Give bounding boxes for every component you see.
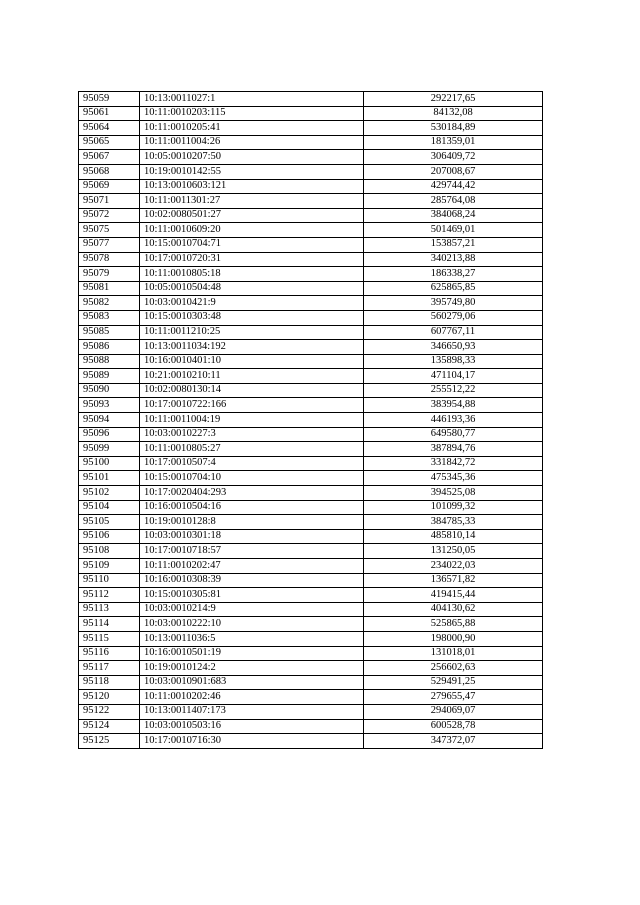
id-cell: 95101 bbox=[79, 471, 140, 486]
table-row bbox=[79, 121, 543, 136]
id-cell: 95106 bbox=[79, 529, 140, 544]
code-cell: 10:02:0080501:27 bbox=[140, 208, 364, 223]
amount-cell: 186338,27 bbox=[364, 267, 543, 282]
code-cell: 10:11:0010205:41 bbox=[140, 121, 364, 136]
amount-cell: 607767,11 bbox=[364, 325, 543, 340]
table-row bbox=[79, 442, 543, 457]
table-row bbox=[79, 588, 543, 603]
code-cell: 10:17:0020404:293 bbox=[140, 486, 364, 501]
id-cell: 95086 bbox=[79, 340, 140, 355]
amount-cell: 256602,63 bbox=[364, 661, 543, 676]
code-cell: 10:17:0010716:30 bbox=[140, 734, 364, 749]
code-cell: 10:15:0010704:71 bbox=[140, 237, 364, 252]
table-row bbox=[79, 398, 543, 413]
id-cell: 95069 bbox=[79, 179, 140, 194]
amount-cell: 530184,89 bbox=[364, 121, 543, 136]
table-row bbox=[79, 617, 543, 632]
id-cell: 95116 bbox=[79, 646, 140, 661]
code-cell: 10:03:0010901:683 bbox=[140, 675, 364, 690]
table-row bbox=[79, 252, 543, 267]
code-cell: 10:03:0010222:10 bbox=[140, 617, 364, 632]
code-cell: 10:16:0010504:16 bbox=[140, 500, 364, 515]
table-row bbox=[79, 223, 543, 238]
id-cell: 95061 bbox=[79, 106, 140, 121]
table-row bbox=[79, 675, 543, 690]
amount-cell: 131250,05 bbox=[364, 544, 543, 559]
amount-cell: 340213,88 bbox=[364, 252, 543, 267]
table-body bbox=[79, 92, 543, 749]
amount-cell: 419415,44 bbox=[364, 588, 543, 603]
table-row bbox=[79, 354, 543, 369]
table-row bbox=[79, 267, 543, 282]
amount-cell: 136571,82 bbox=[364, 573, 543, 588]
amount-cell: 331842,72 bbox=[364, 456, 543, 471]
amount-cell: 501469,01 bbox=[364, 223, 543, 238]
table-row bbox=[79, 559, 543, 574]
amount-cell: 135898,33 bbox=[364, 354, 543, 369]
table-row bbox=[79, 237, 543, 252]
table-row bbox=[79, 92, 543, 107]
code-cell: 10:11:0011210:25 bbox=[140, 325, 364, 340]
id-cell: 95109 bbox=[79, 559, 140, 574]
table-row bbox=[79, 369, 543, 384]
table-row bbox=[79, 719, 543, 734]
code-cell: 10:16:0010401:10 bbox=[140, 354, 364, 369]
table-row bbox=[79, 194, 543, 209]
id-cell: 95118 bbox=[79, 675, 140, 690]
code-cell: 10:11:0010805:27 bbox=[140, 442, 364, 457]
id-cell: 95090 bbox=[79, 383, 140, 398]
id-cell: 95065 bbox=[79, 135, 140, 150]
amount-cell: 346650,93 bbox=[364, 340, 543, 355]
code-cell: 10:15:0010704:10 bbox=[140, 471, 364, 486]
table-row bbox=[79, 631, 543, 646]
amount-cell: 485810,14 bbox=[364, 529, 543, 544]
table-row bbox=[79, 179, 543, 194]
code-cell: 10:17:0010722:166 bbox=[140, 398, 364, 413]
amount-cell: 446193,36 bbox=[364, 413, 543, 428]
code-cell: 10:13:0011036:5 bbox=[140, 631, 364, 646]
amount-cell: 395749,80 bbox=[364, 296, 543, 311]
amount-cell: 387894,76 bbox=[364, 442, 543, 457]
id-cell: 95104 bbox=[79, 500, 140, 515]
table-row bbox=[79, 150, 543, 165]
amount-cell: 429744,42 bbox=[364, 179, 543, 194]
code-cell: 10:16:0010501:19 bbox=[140, 646, 364, 661]
id-cell: 95064 bbox=[79, 121, 140, 136]
id-cell: 95112 bbox=[79, 588, 140, 603]
code-cell: 10:03:0010214:9 bbox=[140, 602, 364, 617]
id-cell: 95102 bbox=[79, 486, 140, 501]
code-cell: 10:11:0010202:46 bbox=[140, 690, 364, 705]
table-row bbox=[79, 427, 543, 442]
table-row bbox=[79, 515, 543, 530]
id-cell: 95108 bbox=[79, 544, 140, 559]
amount-cell: 292217,65 bbox=[364, 92, 543, 107]
code-cell: 10:11:0010609:20 bbox=[140, 223, 364, 238]
table-row bbox=[79, 602, 543, 617]
amount-cell: 198000,90 bbox=[364, 631, 543, 646]
amount-cell: 525865,88 bbox=[364, 617, 543, 632]
table-row bbox=[79, 500, 543, 515]
data-table bbox=[78, 91, 543, 749]
code-cell: 10:03:0010227:3 bbox=[140, 427, 364, 442]
id-cell: 95122 bbox=[79, 704, 140, 719]
amount-cell: 475345,36 bbox=[364, 471, 543, 486]
code-cell: 10:15:0010305:81 bbox=[140, 588, 364, 603]
code-cell: 10:15:0010303:48 bbox=[140, 310, 364, 325]
table-row bbox=[79, 310, 543, 325]
id-cell: 95113 bbox=[79, 602, 140, 617]
table-row bbox=[79, 296, 543, 311]
id-cell: 95124 bbox=[79, 719, 140, 734]
amount-cell: 207008,67 bbox=[364, 164, 543, 179]
amount-cell: 279655,47 bbox=[364, 690, 543, 705]
table-row bbox=[79, 544, 543, 559]
id-cell: 95067 bbox=[79, 150, 140, 165]
amount-cell: 294069,07 bbox=[364, 704, 543, 719]
table-row bbox=[79, 106, 543, 121]
table-row bbox=[79, 340, 543, 355]
code-cell: 10:13:0011407:173 bbox=[140, 704, 364, 719]
code-cell: 10:13:0010603:121 bbox=[140, 179, 364, 194]
amount-cell: 560279,06 bbox=[364, 310, 543, 325]
id-cell: 95088 bbox=[79, 354, 140, 369]
table-row bbox=[79, 325, 543, 340]
code-cell: 10:03:0010301:18 bbox=[140, 529, 364, 544]
code-cell: 10:13:0011034:192 bbox=[140, 340, 364, 355]
amount-cell: 625865,85 bbox=[364, 281, 543, 296]
table-row bbox=[79, 281, 543, 296]
code-cell: 10:16:0010308:39 bbox=[140, 573, 364, 588]
amount-cell: 600528,78 bbox=[364, 719, 543, 734]
code-cell: 10:02:0080130:14 bbox=[140, 383, 364, 398]
code-cell: 10:19:0010142:55 bbox=[140, 164, 364, 179]
table-row bbox=[79, 573, 543, 588]
amount-cell: 84132,08 bbox=[364, 106, 543, 121]
code-cell: 10:11:0010203:115 bbox=[140, 106, 364, 121]
id-cell: 95078 bbox=[79, 252, 140, 267]
id-cell: 95096 bbox=[79, 427, 140, 442]
table-row bbox=[79, 208, 543, 223]
amount-cell: 347372,07 bbox=[364, 734, 543, 749]
id-cell: 95093 bbox=[79, 398, 140, 413]
id-cell: 95085 bbox=[79, 325, 140, 340]
id-cell: 95094 bbox=[79, 413, 140, 428]
code-cell: 10:11:0011301:27 bbox=[140, 194, 364, 209]
amount-cell: 384068,24 bbox=[364, 208, 543, 223]
amount-cell: 529491,25 bbox=[364, 675, 543, 690]
id-cell: 95081 bbox=[79, 281, 140, 296]
table-row bbox=[79, 135, 543, 150]
code-cell: 10:11:0011004:19 bbox=[140, 413, 364, 428]
amount-cell: 384785,33 bbox=[364, 515, 543, 530]
id-cell: 95117 bbox=[79, 661, 140, 676]
amount-cell: 234022,03 bbox=[364, 559, 543, 574]
code-cell: 10:17:0010507:4 bbox=[140, 456, 364, 471]
table-row bbox=[79, 646, 543, 661]
table-row bbox=[79, 471, 543, 486]
code-cell: 10:17:0010720:31 bbox=[140, 252, 364, 267]
amount-cell: 101099,32 bbox=[364, 500, 543, 515]
id-cell: 95110 bbox=[79, 573, 140, 588]
code-cell: 10:03:0010503:16 bbox=[140, 719, 364, 734]
table-row bbox=[79, 661, 543, 676]
code-cell: 10:05:0010207:50 bbox=[140, 150, 364, 165]
amount-cell: 181359,01 bbox=[364, 135, 543, 150]
code-cell: 10:11:0011004:26 bbox=[140, 135, 364, 150]
table-row bbox=[79, 704, 543, 719]
id-cell: 95071 bbox=[79, 194, 140, 209]
amount-cell: 255512,22 bbox=[364, 383, 543, 398]
id-cell: 95114 bbox=[79, 617, 140, 632]
amount-cell: 285764,08 bbox=[364, 194, 543, 209]
id-cell: 95079 bbox=[79, 267, 140, 282]
id-cell: 95083 bbox=[79, 310, 140, 325]
amount-cell: 131018,01 bbox=[364, 646, 543, 661]
id-cell: 95120 bbox=[79, 690, 140, 705]
id-cell: 95072 bbox=[79, 208, 140, 223]
code-cell: 10:11:0010202:47 bbox=[140, 559, 364, 574]
code-cell: 10:03:0010421:9 bbox=[140, 296, 364, 311]
table-row bbox=[79, 486, 543, 501]
id-cell: 95089 bbox=[79, 369, 140, 384]
amount-cell: 306409,72 bbox=[364, 150, 543, 165]
id-cell: 95115 bbox=[79, 631, 140, 646]
amount-cell: 394525,08 bbox=[364, 486, 543, 501]
table-row bbox=[79, 456, 543, 471]
code-cell: 10:21:0010210:11 bbox=[140, 369, 364, 384]
id-cell: 95105 bbox=[79, 515, 140, 530]
id-cell: 95100 bbox=[79, 456, 140, 471]
table-row bbox=[79, 413, 543, 428]
table-row bbox=[79, 164, 543, 179]
table-row bbox=[79, 529, 543, 544]
id-cell: 95068 bbox=[79, 164, 140, 179]
id-cell: 95077 bbox=[79, 237, 140, 252]
table-row bbox=[79, 690, 543, 705]
table-row bbox=[79, 383, 543, 398]
code-cell: 10:19:0010128:8 bbox=[140, 515, 364, 530]
id-cell: 95082 bbox=[79, 296, 140, 311]
amount-cell: 383954,88 bbox=[364, 398, 543, 413]
id-cell: 95125 bbox=[79, 734, 140, 749]
code-cell: 10:11:0010805:18 bbox=[140, 267, 364, 282]
code-cell: 10:13:0011027:1 bbox=[140, 92, 364, 107]
table-row bbox=[79, 734, 543, 749]
amount-cell: 404130,62 bbox=[364, 602, 543, 617]
amount-cell: 153857,21 bbox=[364, 237, 543, 252]
code-cell: 10:17:0010718:57 bbox=[140, 544, 364, 559]
code-cell: 10:19:0010124:2 bbox=[140, 661, 364, 676]
id-cell: 95075 bbox=[79, 223, 140, 238]
code-cell: 10:05:0010504:48 bbox=[140, 281, 364, 296]
id-cell: 95059 bbox=[79, 92, 140, 107]
id-cell: 95099 bbox=[79, 442, 140, 457]
amount-cell: 471104,17 bbox=[364, 369, 543, 384]
amount-cell: 649580,77 bbox=[364, 427, 543, 442]
